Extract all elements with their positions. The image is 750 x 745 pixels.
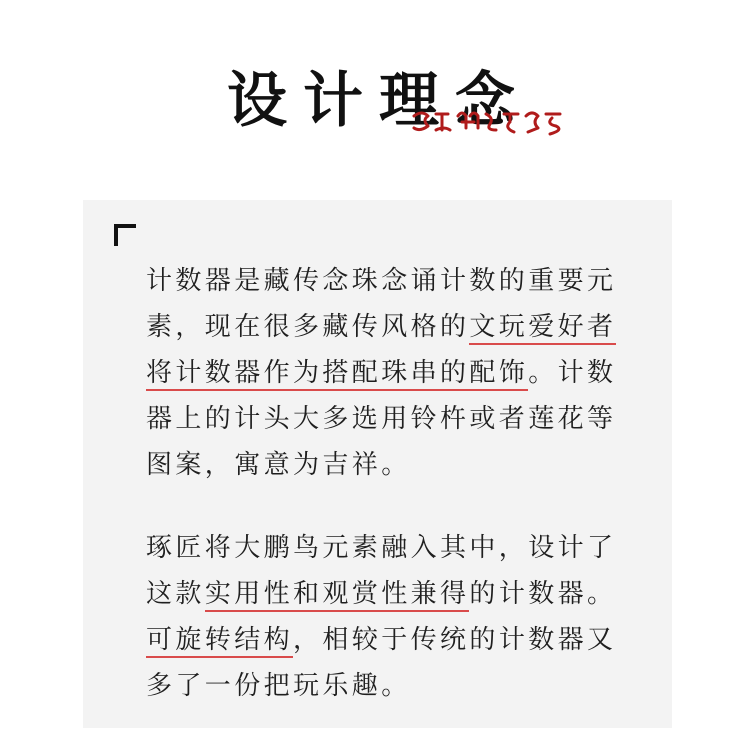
paragraph-2-highlight-1: 实用性和观赏性兼得 [205, 579, 470, 612]
paragraph-2-text-b: 的计数器。 [469, 579, 617, 609]
paragraph-2-highlight-2: 可旋转结构 [146, 625, 293, 658]
paragraph-1-text-a: 计数器是藏传念珠念诵计数的重要元素，现在很多藏传风格的 [146, 266, 617, 342]
tibetan-script-mark-icon [410, 108, 570, 136]
corner-bracket-icon [114, 224, 136, 246]
paragraph-1 [146, 258, 626, 488]
title-area [0, 62, 750, 152]
paragraph-1-text-b: 。计数器上的计头大多选用铃杵或者莲花等图案，寓意为吉祥。 [146, 358, 617, 480]
paragraph-2-text-a: 琢匠将大鹏鸟元素融入其中，设计了这款 [146, 533, 617, 609]
page-title: 设计理念 [227, 66, 531, 136]
paragraph-1-highlight: 文玩爱好者将计数器作为搭配珠串的配饰 [146, 312, 616, 391]
paragraph-2-text-c: ，相较于传统的计数器又多了一份把玩乐趣。 [146, 625, 617, 701]
paragraph-2 [146, 525, 626, 709]
